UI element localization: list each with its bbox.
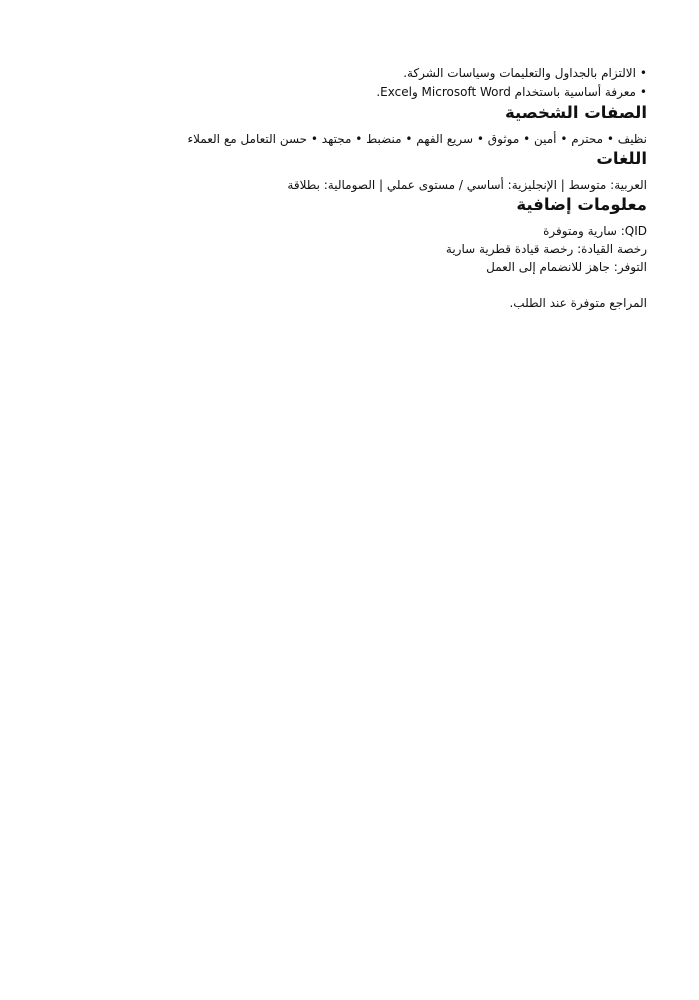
duty-text: الالتزام بالجداول والتعليمات وسياسات الشركة.	[403, 66, 636, 80]
references-line: المراجع متوفرة عند الطلب.	[509, 296, 647, 310]
list-item	[87, 64, 647, 83]
traits-text: نظيف • محترم • أمين • موثوق • سريع الفهم • منضبط • مجتهد • حسن التعامل مع العملاء	[187, 132, 647, 146]
duty-text: معرفة أساسية باستخدام Microsoft Word وExcel.	[376, 85, 636, 99]
bullet-icon: •	[639, 85, 647, 99]
list-item	[87, 83, 647, 102]
additional-info-heading: معلومات إضافية	[516, 195, 647, 214]
additional-info-block	[87, 222, 647, 276]
traits-heading: الصفات الشخصية	[504, 103, 647, 122]
driving-license-line: رخصة القيادة: رخصة قيادة قطرية سارية	[445, 242, 647, 256]
duties-list	[87, 64, 647, 102]
availability-line: التوفر: جاهز للانضمام إلى العمل	[486, 260, 647, 274]
languages-heading: اللغات	[596, 149, 647, 168]
resume-content	[87, 64, 647, 312]
bullet-icon: •	[639, 66, 647, 80]
languages-text: العربية: متوسط | الإنجليزية: أساسي / مستوى عملي | الصومالية: بطلاقة	[287, 178, 647, 192]
qid-line: QID: سارية ومتوفرة	[543, 224, 647, 238]
